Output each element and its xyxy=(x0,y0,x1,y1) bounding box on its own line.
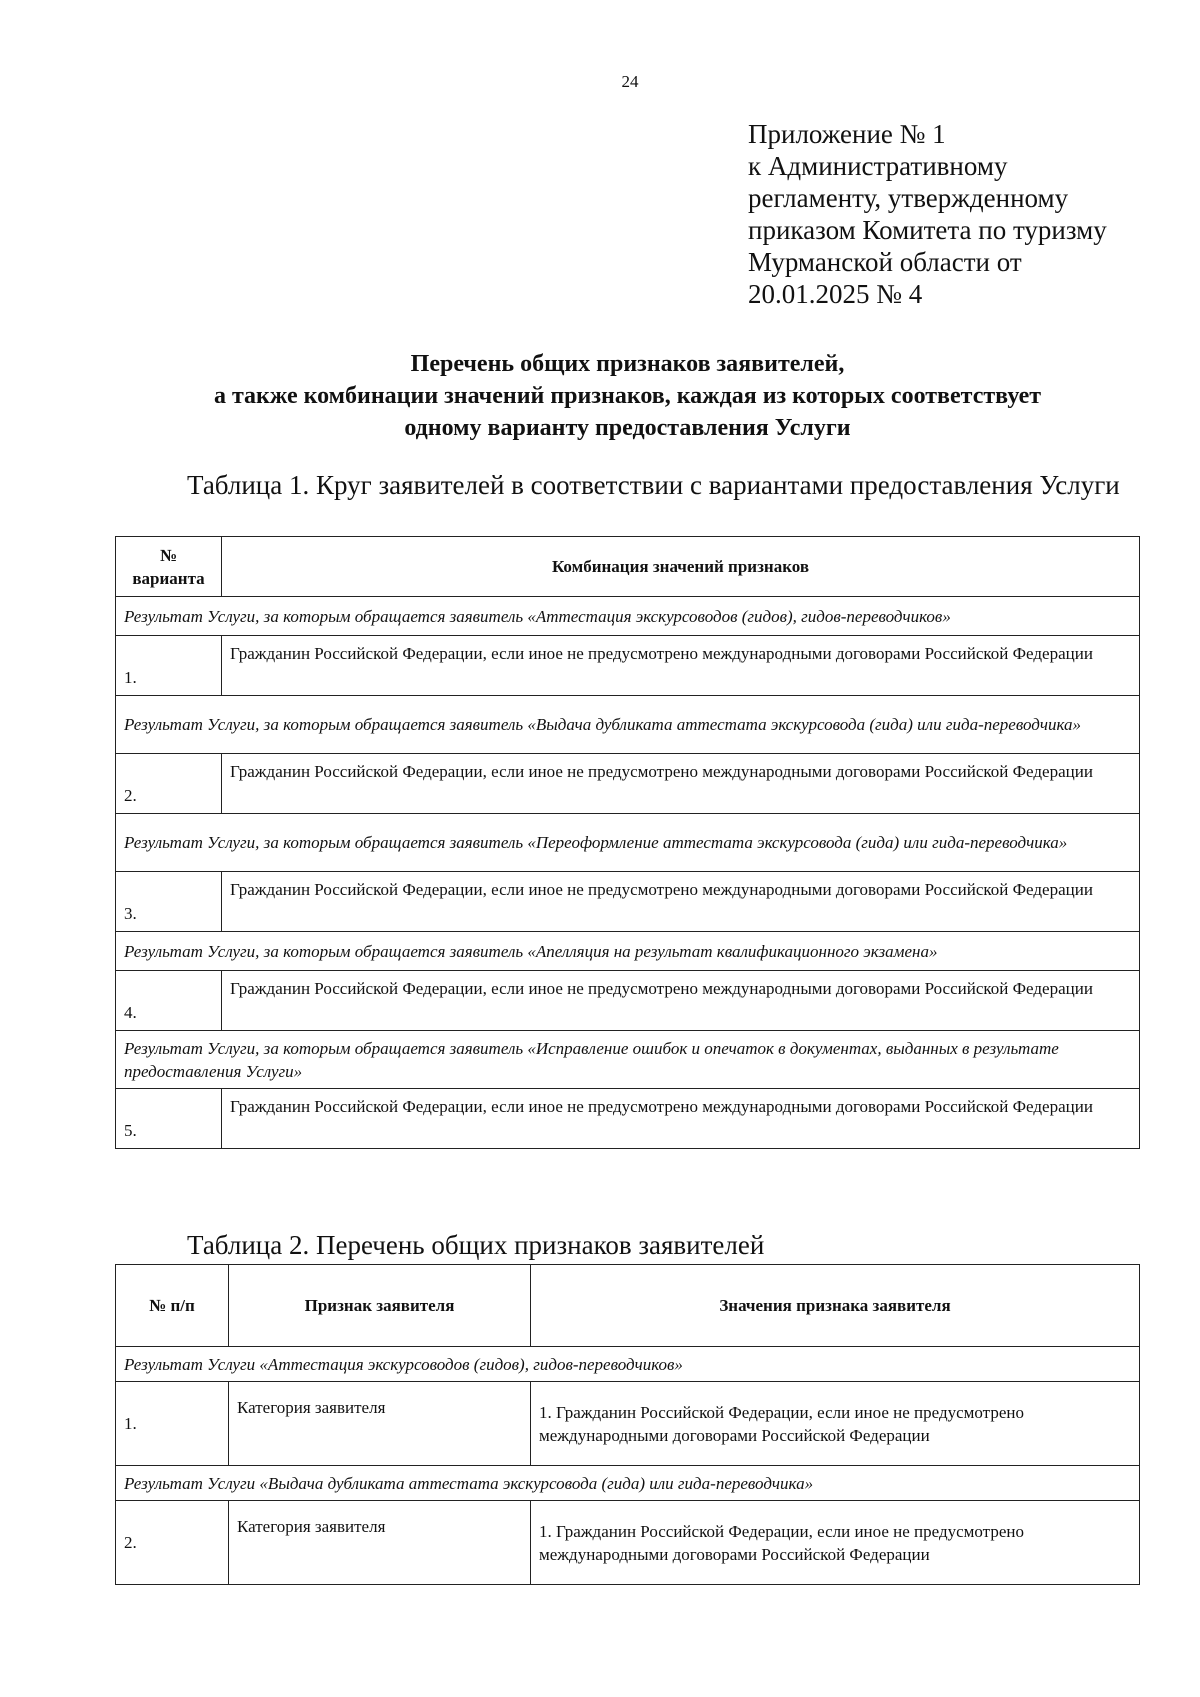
attribute-text: Категория заявителя xyxy=(229,1382,531,1466)
title-line: а также комбинации значений признаков, каждая из которых соответствует xyxy=(213,383,1042,409)
group-title: Результат Услуги, за которым обращается заявитель «Переоформление аттестата экскурсовода (гида) или гида-переводчика» xyxy=(116,814,1140,872)
table1-caption: Таблица 1. Круг заявителей в соответствии с вариантами предоставления Услуги xyxy=(187,470,1120,500)
page-number: 24 xyxy=(621,72,639,91)
table1-group-row xyxy=(116,1031,1140,1089)
group-title: Результат Услуги «Выдача дубликата аттестата экскурсовода (гида) или гида-переводчика» xyxy=(116,1466,1140,1501)
variant-number: 3. xyxy=(116,872,222,932)
appendix-line: к Административному xyxy=(748,151,1008,181)
table1-group-row xyxy=(116,597,1140,636)
appendix-line: регламенту, утвержденному xyxy=(748,183,1069,213)
group-title: Результат Услуги, за которым обращается заявитель «Аттестация экскурсоводов (гидов), гидов-переводчиков» xyxy=(116,597,1140,636)
table2-header-values: Значения признака заявителя xyxy=(531,1265,1140,1347)
group-title: Результат Услуги «Аттестация экскурсоводов (гидов), гидов-переводчиков» xyxy=(116,1347,1140,1382)
table1 xyxy=(115,536,1140,1149)
table1-row xyxy=(116,636,1140,696)
table1-row xyxy=(116,872,1140,932)
appendix-line: 20.01.2025 № 4 xyxy=(748,279,923,309)
attribute-value: 1. Гражданин Российской Федерации, если иное не предусмотрено международными договорами Российской Федерации xyxy=(531,1382,1140,1466)
attribute-value: 1. Гражданин Российской Федерации, если иное не предусмотрено международными договорами Российской Федерации xyxy=(531,1501,1140,1585)
table1-group-row xyxy=(116,932,1140,971)
combination-text: Гражданин Российской Федерации, если иное не предусмотрено международными договорами Российской Федерации xyxy=(222,872,1140,932)
appendix-line: Приложение № 1 xyxy=(748,119,946,149)
title-line: Перечень общих признаков заявителей, xyxy=(410,351,845,377)
table2-group-row xyxy=(116,1466,1140,1501)
group-title: Результат Услуги, за которым обращается заявитель «Исправление ошибок и опечаток в документах, выданных в результате предоставления Услуги» xyxy=(116,1031,1140,1089)
table2 xyxy=(115,1264,1140,1585)
variant-number: 5. xyxy=(116,1089,222,1149)
table2-row xyxy=(116,1501,1140,1585)
table1-group-row xyxy=(116,696,1140,754)
variant-number: 4. xyxy=(116,971,222,1031)
table2-caption: Таблица 2. Перечень общих признаков заявителей xyxy=(187,1230,765,1260)
table1-group-row xyxy=(116,814,1140,872)
variant-number: 1. xyxy=(116,636,222,696)
group-title: Результат Услуги, за которым обращается заявитель «Апелляция на результат квалификационного экзамена» xyxy=(116,932,1140,971)
attribute-text: Категория заявителя xyxy=(229,1501,531,1585)
title-line: одному варианту предоставления Услуги xyxy=(404,415,851,441)
row-number: 1. xyxy=(116,1382,229,1466)
table1-row xyxy=(116,971,1140,1031)
table1-row xyxy=(116,1089,1140,1149)
combination-text: Гражданин Российской Федерации, если иное не предусмотрено международными договорами Российской Федерации xyxy=(222,1089,1140,1149)
document-title xyxy=(115,348,1140,444)
table1-header-number: № варианта xyxy=(116,537,222,597)
appendix-line: приказом Комитета по туризму xyxy=(748,215,1107,245)
variant-number: 2. xyxy=(116,754,222,814)
appendix-line: Мурманской области от xyxy=(748,247,1022,277)
table1-row xyxy=(116,754,1140,814)
combination-text: Гражданин Российской Федерации, если иное не предусмотрено международными договорами Российской Федерации xyxy=(222,754,1140,814)
table2-header-number: № п/п xyxy=(116,1265,229,1347)
table2-group-row xyxy=(116,1347,1140,1382)
combination-text: Гражданин Российской Федерации, если иное не предусмотрено международными договорами Российской Федерации xyxy=(222,971,1140,1031)
row-number: 2. xyxy=(116,1501,229,1585)
combination-text: Гражданин Российской Федерации, если иное не предусмотрено международными договорами Российской Федерации xyxy=(222,636,1140,696)
table2-row xyxy=(116,1382,1140,1466)
table1-header-row xyxy=(116,537,1140,597)
group-title: Результат Услуги, за которым обращается заявитель «Выдача дубликата аттестата экскурсовода (гида) или гида-переводчика» xyxy=(116,696,1140,754)
appendix-note xyxy=(748,118,1107,310)
table2-header-attribute: Признак заявителя xyxy=(229,1265,531,1347)
table1-header-combination: Комбинация значений признаков xyxy=(222,537,1140,597)
table2-header-row xyxy=(116,1265,1140,1347)
